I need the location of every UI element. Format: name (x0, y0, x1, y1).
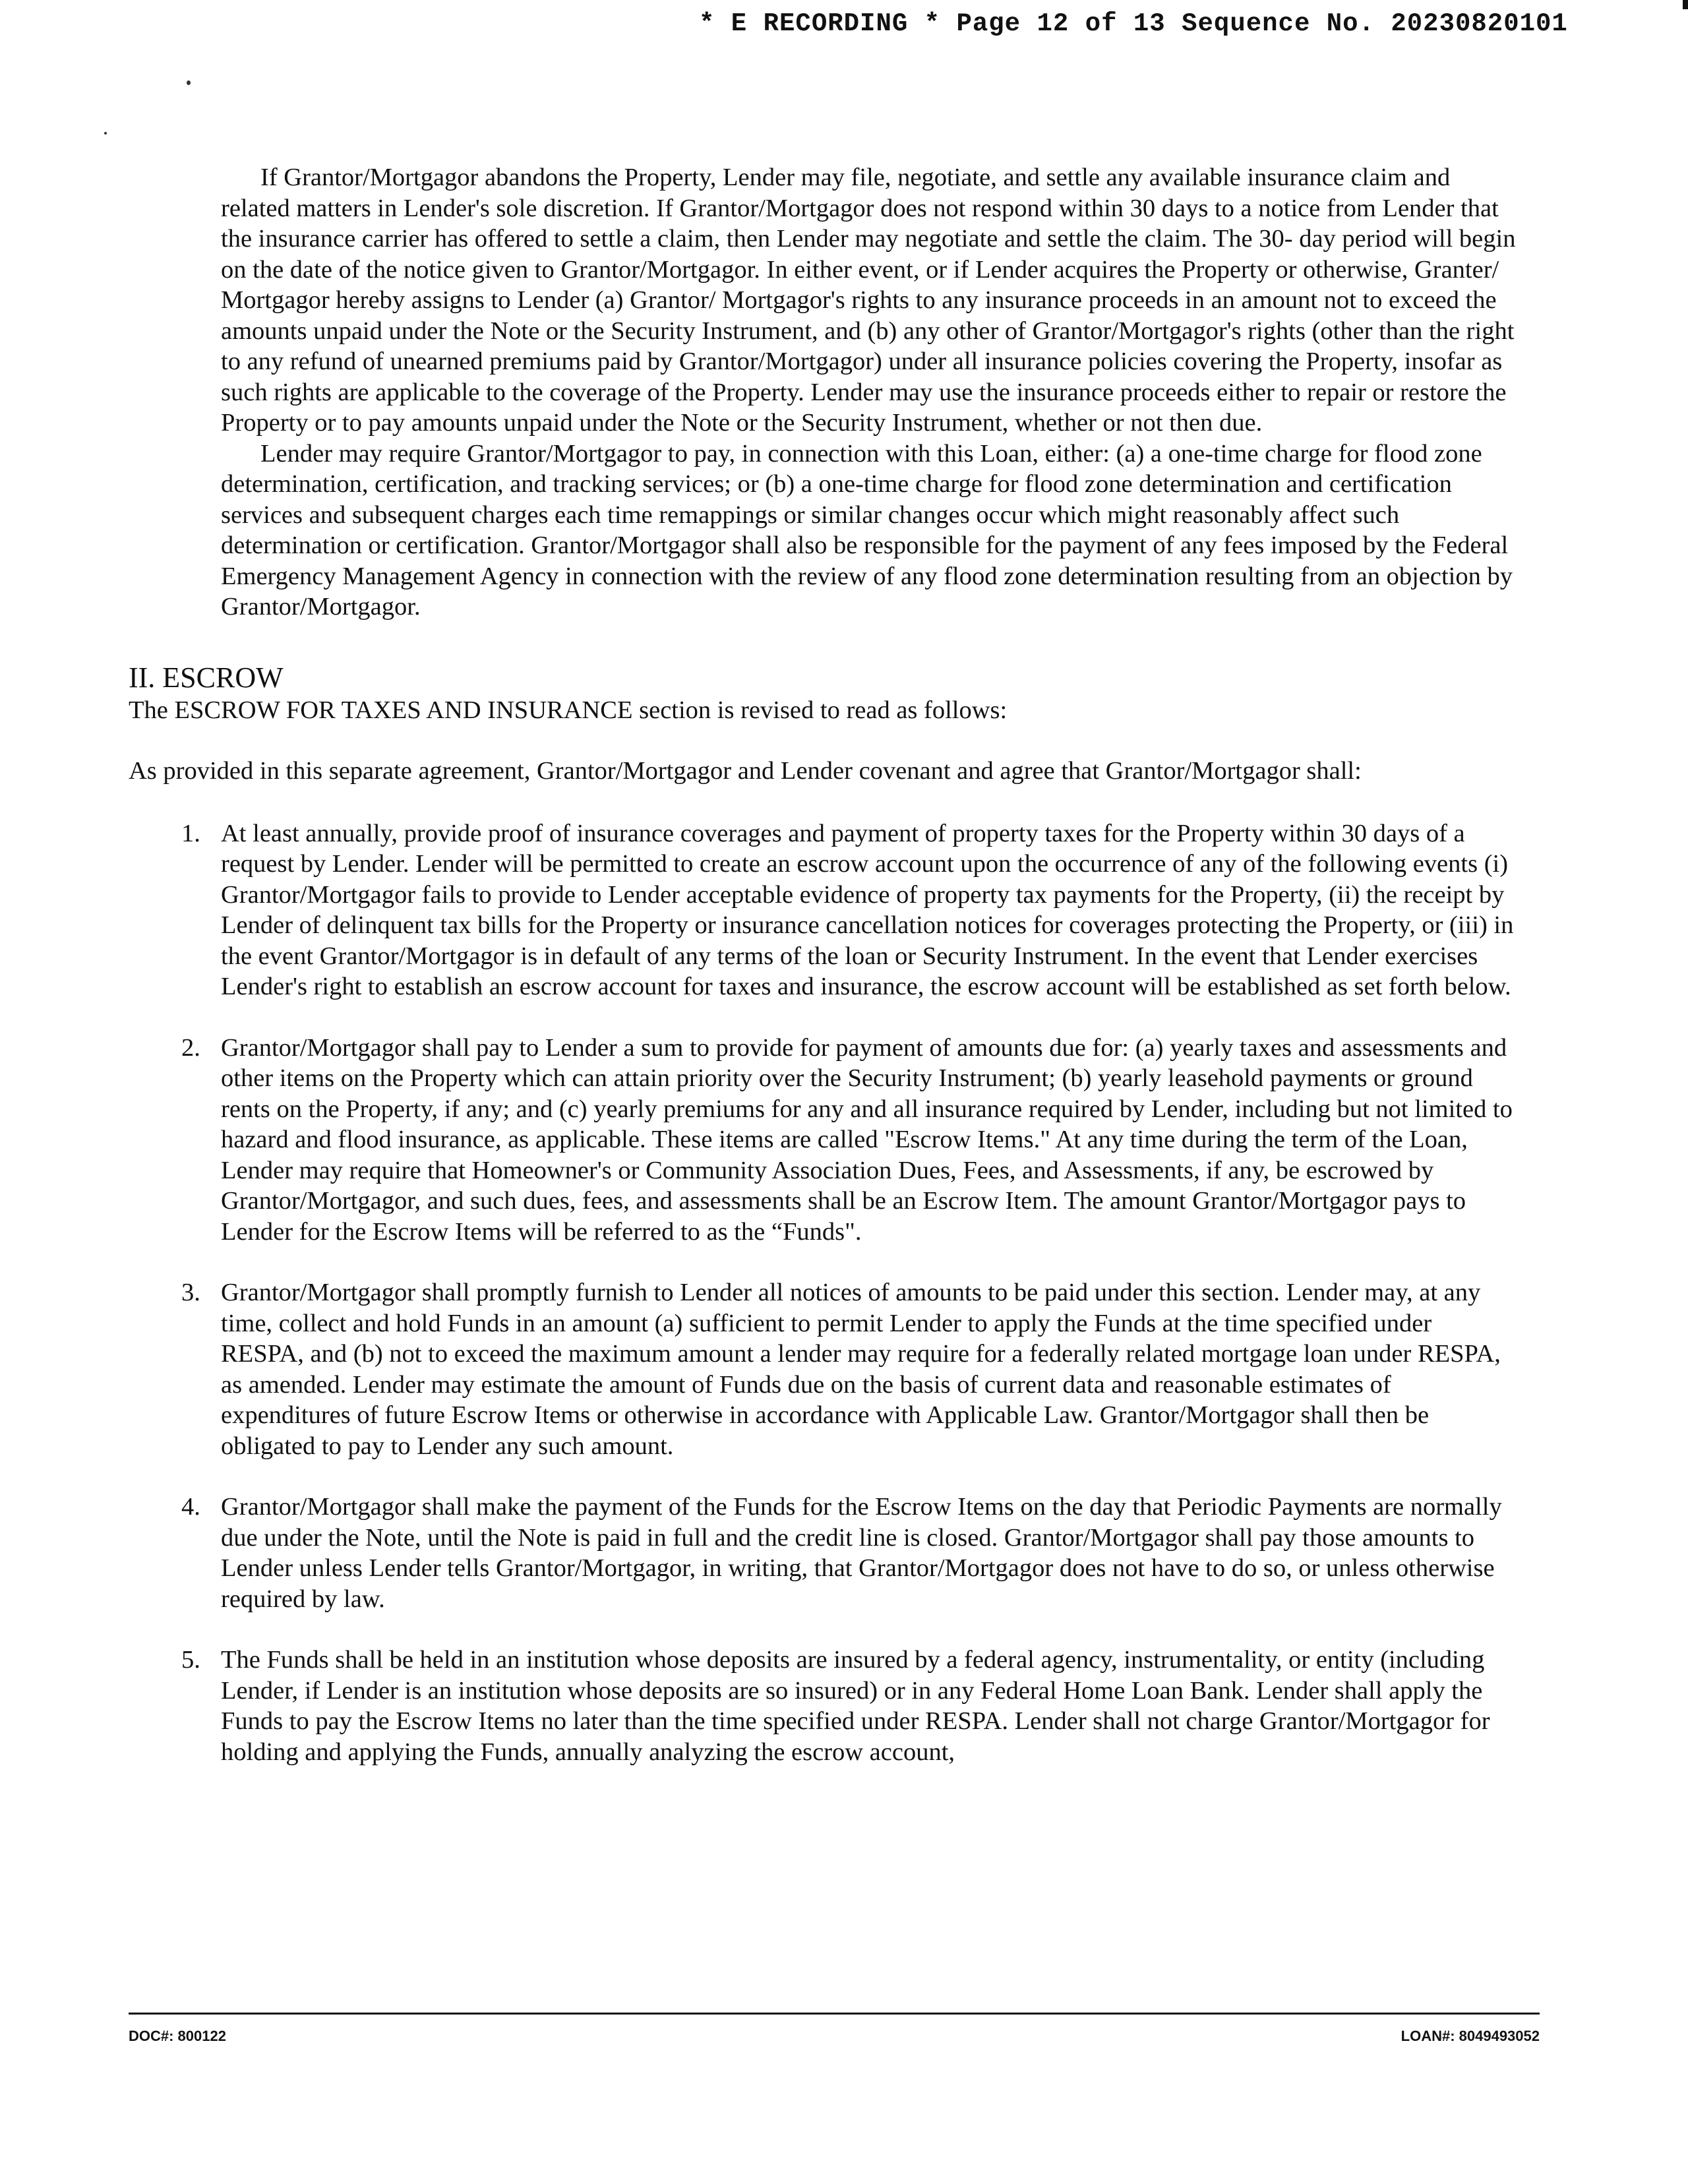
list-item-number: 4. (181, 1493, 200, 1521)
list-item-text: At least annually, provide proof of insurance coverages and payment of property taxes for the Property within 30 days of a request by Lender. Lender will be permitted to create an escrow account upon the occurrence of any of the following events (i) Grantor/Mortgagor fails to provide to Lender acceptable evidence of property tax payments for the Property, (ii) the receipt by Lender of delinquent tax bills for the Property or insurance cancellation notices for coverages protecting the Property, or (iii) in the event Grantor/Mortgagor is in default of any terms of the loan or Security Instrument. In the event that Lender exercises Lender's right to establish an escrow account for taxes and insurance, the escrow account will be established as set forth below. (221, 819, 1514, 1000)
escrow-intro: The ESCROW FOR TAXES AND INSURANCE section is revised to read as follows: (129, 696, 1008, 724)
list-item-text: Grantor/Mortgagor shall promptly furnish to Lender all notices of amounts to be paid under this section. Lender may, at any time, collect and hold Funds in an amount (a) sufficient to permit Lender to apply the Funds at the time specified under RESPA, and (b) not to exceed the maximum amount a lender may require for a federally related mortgage loan under RESPA, as amended. Lender may estimate the amount of Funds due on the basis of current data and reasonable estimates of expenditures of future Escrow Items or otherwise in accordance with Applicable Law. Grantor/Mortgagor shall then be obligated to pay to Lender any such amount. (221, 1279, 1501, 1460)
insurance-claim-paragraph: If Grantor/Mortgagor abandons the Property, Lender may file, negotiate, and settle any available insurance claim and related matters in Lender's sole discretion. If Grantor/Mortgagor does not respond within 30 days to a notice from Lender that the insurance carrier has offered to settle a claim, then Lender may negotiate and settle the claim. The 30- day period will begin on the date of the notice given to Grantor/Mortgagor. In either event, or if Lender acquires the Property or otherwise, Granter/ Mortgagor hereby assigns to Lender (a) Grantor/ Mortgagor's rights to any insurance proceeds in an amount not to exceed the amounts unpaid under the Note or the Security Instrument, and (b) any other of Grantor/Mortgagor's rights (other than the right to any refund of unearned premiums paid by Grantor/Mortgagor) under all insurance policies covering the Property, insofar as such rights are applicable to the coverage of the Property. Lender may use the insurance proceeds either to repair or restore the Property or to pay amounts unpaid under the Note or the Security Instrument, whether or not then due. (221, 164, 1516, 437)
footer-divider (129, 2013, 1540, 2015)
doc-number: DOC#: 800122 (129, 2028, 226, 2044)
list-item (129, 1277, 1520, 1461)
loan-number: LOAN#: 8049493052 (1401, 2028, 1540, 2044)
flood-zone-paragraph: Lender may require Grantor/Mortgagor to pay, in connection with this Loan, either: (a) a one-time charge for flood zone determination, certification, and tracking services; or (b) a one-time charge for flood zone determination and certification services and subsequent charges each time remappings or similar changes occur which might reasonably affect such determination or certification. Grantor/Mortgagor shall also be responsible for the payment of any fees imposed by the Federal Emergency Management Agency in connection with the review of any flood zone determination resulting from an objection by Grantor/Mortgagor. (221, 439, 1513, 621)
scan-speck (104, 132, 107, 135)
document-body (129, 162, 1520, 1767)
list-item (129, 818, 1520, 1002)
scan-speck (187, 80, 191, 85)
list-item (129, 1033, 1520, 1248)
list-item-number: 3. (181, 1279, 200, 1306)
recording-header: * E RECORDING * Page 12 of 13 Sequence No. 20230820101 (699, 9, 1568, 38)
list-item-number: 1. (181, 819, 200, 847)
list-item-text: Grantor/Mortgagor shall make the payment of the Funds for the Escrow Items on the day that Periodic Payments are normally due under the Note, until the Note is paid in full and the credit line is closed. Grantor/Mortgagor shall pay those amounts to Lender unless Lender tells Grantor/Mortgagor, in writing, that Grantor/Mortgagor does not have to do so, or unless otherwise required by law. (221, 1493, 1502, 1613)
escrow-heading: II. ESCROW (129, 661, 284, 694)
list-item-text: The Funds shall be held in an institution whose deposits are insured by a federal agency, instrumentality, or entity (including Lender, if Lender is an institution whose deposits are so insured) or in any Federal Home Loan Bank. Lender shall apply the Funds to pay the Escrow Items no later than the time specified under RESPA. Lender shall not charge Grantor/Mortgagor for holding and applying the Funds, annually analyzing the escrow account, (221, 1646, 1490, 1766)
escrow-lead: As provided in this separate agreement, Grantor/Mortgagor and Lender covenant and agree that Grantor/Mortgagor shall: (129, 757, 1362, 785)
escrow-items-list (129, 818, 1520, 1768)
list-item-number: 5. (181, 1646, 200, 1674)
list-item-text: Grantor/Mortgagor shall pay to Lender a sum to provide for payment of amounts due for: (a) yearly taxes and assessments and other items on the Property which can attain priority over the Security Instrument; (b) yearly leasehold payments or ground rents on the Property, if any; and (c) yearly premiums for any and all insurance required by Lender, including but not limited to hazard and flood insurance, as applicable. These items are called "Escrow Items." At any time during the term of the Loan, Lender may require that Homeowner's or Community Association Dues, Fees, and Assessments, if any, be escrowed by Grantor/Mortgagor, and such dues, fees, and assessments shall be an Escrow Item. The amount Grantor/Mortgagor pays to Lender for the Escrow Items will be referred to as the “Funds". (221, 1033, 1513, 1246)
list-item (129, 1645, 1520, 1767)
list-item (129, 1492, 1520, 1614)
scan-corner-mark (1683, 0, 1688, 9)
list-item-number: 2. (181, 1033, 200, 1062)
